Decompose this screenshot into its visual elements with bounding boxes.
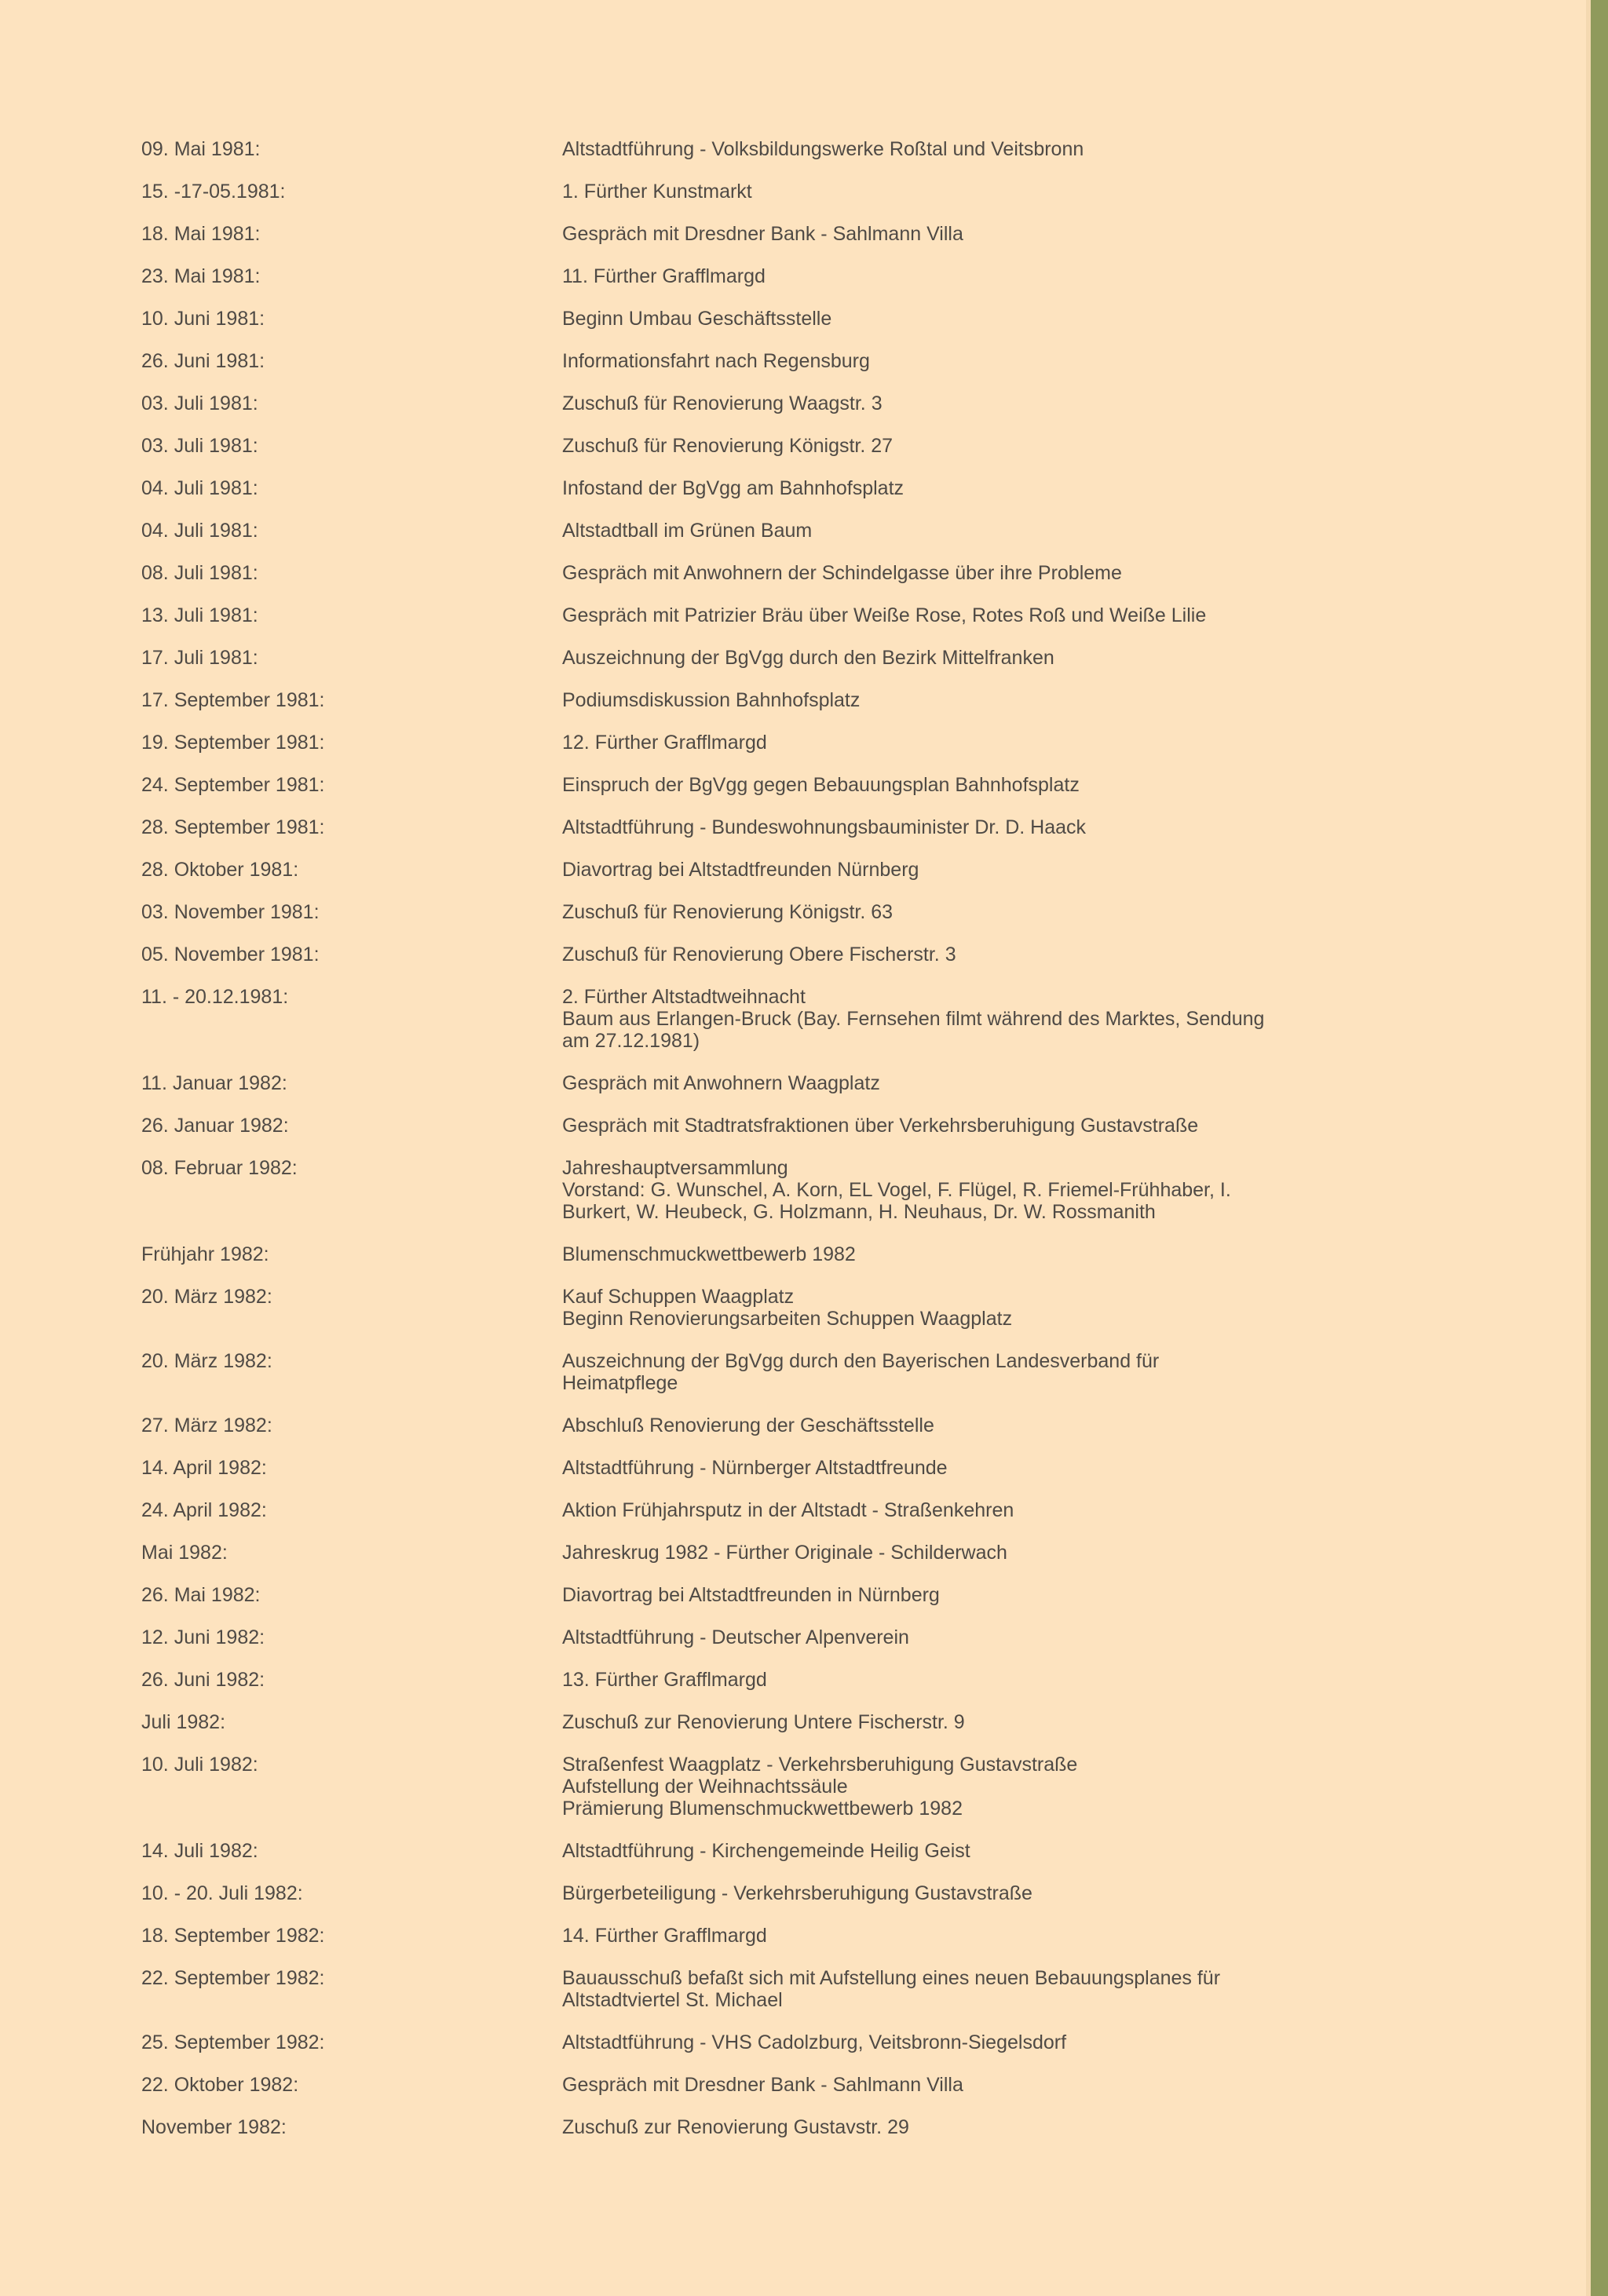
entry-date: 22. Oktober 1982: [141, 2074, 299, 2096]
entry-event-line: Gespräch mit Anwohnern Waagplatz [562, 1072, 880, 1094]
entry-event [562, 689, 1363, 711]
entry-event-line: Zuschuß zur Renovierung Untere Fischerstr. 9 [562, 1711, 965, 1733]
entry-event [562, 1350, 1363, 1394]
entry-event [562, 308, 1363, 330]
entry-event [562, 1925, 1363, 1947]
entry-event [562, 944, 1363, 965]
entry-event-line: Zuschuß für Renovierung Obere Fischerstr. 3 [562, 944, 956, 965]
entry-event [562, 1669, 1363, 1691]
entry-date: 13. Juli 1981: [141, 604, 258, 626]
entry-event [562, 774, 1363, 796]
entry-date: 04. Juli 1981: [141, 477, 258, 499]
entry-event [562, 477, 1363, 499]
chronology-entry [0, 816, 1591, 838]
chronology-entry [0, 223, 1591, 245]
chronology-list [0, 138, 1591, 2138]
entry-date: 19. September 1981: [141, 732, 325, 754]
entry-event-line: 13. Fürther Grafflmargd [562, 1669, 767, 1691]
entry-event [562, 350, 1363, 372]
chronology-entry [0, 689, 1591, 711]
entry-event-line: Altstadtführung - Deutscher Alpenverein [562, 1626, 909, 1648]
entry-event [562, 1499, 1363, 1521]
chronology-entry [0, 1243, 1591, 1265]
entry-event-line: Heimatpflege [562, 1372, 678, 1394]
entry-date: 26. Mai 1982: [141, 1584, 261, 1606]
entry-event-line: Gespräch mit Anwohnern der Schindelgasse über ihre Probleme [562, 562, 1122, 584]
entry-event [562, 2116, 1363, 2138]
entry-event [562, 562, 1363, 584]
chronology-entry [0, 477, 1591, 499]
entry-event-line: Diavortrag bei Altstadtfreunden Nürnberg [562, 859, 919, 881]
entry-event-line: Abschluß Renovierung der Geschäftsstelle [562, 1414, 934, 1436]
entry-date: 18. September 1982: [141, 1925, 325, 1947]
chronology-entry [0, 2074, 1591, 2096]
entry-date: 24. April 1982: [141, 1499, 267, 1521]
entry-date: 10. Juni 1981: [141, 308, 265, 330]
chronology-entry [0, 901, 1591, 923]
entry-event-line: Burkert, W. Heubeck, G. Holzmann, H. Neuhaus, Dr. W. Rossmanith [562, 1201, 1156, 1223]
chronology-entry [0, 435, 1591, 457]
chronology-entry [0, 1286, 1591, 1330]
entry-event-line: Kauf Schuppen Waagplatz [562, 1286, 795, 1308]
chronology-entry [0, 732, 1591, 754]
entry-event [562, 1072, 1363, 1094]
entry-event [562, 1157, 1363, 1223]
chronology-entry [0, 1499, 1591, 1521]
entry-event-line: Beginn Umbau Geschäftsstelle [562, 308, 832, 330]
entry-event [562, 1882, 1363, 1904]
chronology-entry [0, 1457, 1591, 1479]
entry-event-line: Gespräch mit Stadtratsfraktionen über Verkehrsberuhigung Gustavstraße [562, 1115, 1199, 1137]
chronology-entry [0, 1882, 1591, 1904]
entry-date: 20. März 1982: [141, 1350, 272, 1372]
entry-event-line: Podiumsdiskussion Bahnhofsplatz [562, 689, 861, 711]
entry-event-line: Zuschuß zur Renovierung Gustavstr. 29 [562, 2116, 909, 2138]
chronology-entry [0, 181, 1591, 203]
entry-date: 08. Juli 1981: [141, 562, 258, 584]
entry-event-line: 11. Fürther Grafflmargd [562, 265, 766, 287]
entry-event [562, 1626, 1363, 1648]
entry-event-line: Altstadtviertel St. Michael [562, 1989, 783, 2011]
entry-event-line: Infostand der BgVgg am Bahnhofsplatz [562, 477, 904, 499]
entry-event [562, 1967, 1363, 2011]
entry-event [562, 265, 1363, 287]
chronology-entry [0, 1584, 1591, 1606]
entry-event [562, 1584, 1363, 1606]
entry-event-line: Aktion Frühjahrsputz in der Altstadt - Straßenkehren [562, 1499, 1014, 1521]
chronology-entry [0, 350, 1591, 372]
entry-date: 18. Mai 1981: [141, 223, 261, 245]
entry-date: 26. Januar 1982: [141, 1115, 289, 1137]
entry-date: 03. Juli 1981: [141, 435, 258, 457]
entry-date: 25. September 1982: [141, 2031, 325, 2053]
chronology-entry [0, 265, 1591, 287]
entry-event-line: Beginn Renovierungsarbeiten Schuppen Waagplatz [562, 1308, 1013, 1330]
entry-event-line: Straßenfest Waagplatz - Verkehrsberuhigung Gustavstraße [562, 1754, 1078, 1776]
entry-date: Frühjahr 1982: [141, 1243, 269, 1265]
chronology-entry [0, 1840, 1591, 1862]
entry-event-line: Baum aus Erlangen-Bruck (Bay. Fernsehen filmt während des Marktes, Sendung [562, 1008, 1265, 1030]
entry-date: 23. Mai 1981: [141, 265, 261, 287]
entry-event-line: Bürgerbeteiligung - Verkehrsberuhigung Gustavstraße [562, 1882, 1032, 1904]
chronology-entry [0, 392, 1591, 414]
entry-date: 26. Juni 1982: [141, 1669, 265, 1691]
entry-event-line: am 27.12.1981) [562, 1030, 700, 1052]
entry-event-line: 12. Fürther Grafflmargd [562, 732, 767, 754]
entry-date: 10. - 20. Juli 1982: [141, 1882, 303, 1904]
entry-event [562, 1286, 1363, 1330]
chronology-entry [0, 2116, 1591, 2138]
entry-date: 14. April 1982: [141, 1457, 267, 1479]
entry-date: 11. - 20.12.1981: [141, 986, 289, 1008]
entry-date: 28. September 1981: [141, 816, 325, 838]
chronology-entry [0, 1626, 1591, 1648]
entry-event-line: Prämierung Blumenschmuckwettbewerb 1982 [562, 1798, 963, 1820]
entry-event [562, 2031, 1363, 2053]
entry-date: 11. Januar 1982: [141, 1072, 287, 1094]
entry-event-line: Altstadtball im Grünen Baum [562, 520, 813, 542]
chronology-entry [0, 1967, 1591, 2011]
entry-event [562, 816, 1363, 838]
entry-event-line: Jahreskrug 1982 - Fürther Originale - Schilderwach [562, 1542, 1007, 1564]
entry-date: 28. Oktober 1981: [141, 859, 299, 881]
entry-event-line: Informationsfahrt nach Regensburg [562, 350, 870, 372]
entry-event-line: Auszeichnung der BgVgg durch den Bayerischen Landesverband für [562, 1350, 1160, 1372]
chronology-entry [0, 562, 1591, 584]
entry-date: Mai 1982: [141, 1542, 228, 1564]
entry-event [562, 901, 1363, 923]
entry-date: 15. -17-05.1981: [141, 181, 286, 203]
entry-event [562, 1542, 1363, 1564]
entry-event-line: 1. Fürther Kunstmarkt [562, 181, 752, 203]
entry-event [562, 392, 1363, 414]
chronology-entry [0, 1542, 1591, 1564]
entry-date: 05. November 1981: [141, 944, 320, 965]
entry-date: Juli 1982: [141, 1711, 226, 1733]
entry-date: 08. Februar 1982: [141, 1157, 298, 1179]
entry-event-line: Gespräch mit Patrizier Bräu über Weiße Rose, Rotes Roß und Weiße Lilie [562, 604, 1207, 626]
chronology-entry [0, 647, 1591, 669]
entry-event [562, 2074, 1363, 2096]
entry-date: 09. Mai 1981: [141, 138, 261, 160]
chronology-entry [0, 604, 1591, 626]
entry-event [562, 859, 1363, 881]
chronology-entry [0, 520, 1591, 542]
chronology-entry [0, 308, 1591, 330]
entry-date: 27. März 1982: [141, 1414, 272, 1436]
entry-date: 26. Juni 1981: [141, 350, 265, 372]
chronology-entry [0, 1925, 1591, 1947]
entry-event-line: Einspruch der BgVgg gegen Bebauungsplan Bahnhofsplatz [562, 774, 1080, 796]
entry-event-line: Gespräch mit Dresdner Bank - Sahlmann Villa [562, 223, 963, 245]
entry-event-line: Altstadtführung - Kirchengemeinde Heilig Geist [562, 1840, 970, 1862]
entry-event-line: 2. Fürther Altstadtweihnacht [562, 986, 806, 1008]
entry-event-line: Blumenschmuckwettbewerb 1982 [562, 1243, 856, 1265]
entry-event [562, 1457, 1363, 1479]
entry-date: 24. September 1981: [141, 774, 325, 796]
entry-event-line: Bauausschuß befaßt sich mit Aufstellung eines neuen Bebauungsplanes für [562, 1967, 1221, 1989]
entry-event [562, 732, 1363, 754]
entry-event-line: Zuschuß für Renovierung Waagstr. 3 [562, 392, 883, 414]
entry-event-line: Auszeichnung der BgVgg durch den Bezirk Mittelfranken [562, 647, 1054, 669]
entry-event-line: Diavortrag bei Altstadtfreunden in Nürnberg [562, 1584, 940, 1606]
entry-date: November 1982: [141, 2116, 287, 2138]
entry-event [562, 647, 1363, 669]
entry-event [562, 181, 1363, 203]
entry-event [562, 435, 1363, 457]
chronology-entry [0, 138, 1591, 160]
entry-event-line: Altstadtführung - Nürnberger Altstadtfreunde [562, 1457, 948, 1479]
entry-event-line: Altstadtführung - Volksbildungswerke Roßtal und Veitsbronn [562, 138, 1084, 160]
entry-event-line: Gespräch mit Dresdner Bank - Sahlmann Villa [562, 2074, 963, 2096]
entry-event [562, 223, 1363, 245]
entry-event [562, 520, 1363, 542]
chronology-entry [0, 986, 1591, 1052]
entry-date: 17. September 1981: [141, 689, 325, 711]
chronology-entry [0, 1669, 1591, 1691]
entry-event [562, 604, 1363, 626]
chronology-entry [0, 944, 1591, 965]
chronology-entry [0, 1350, 1591, 1394]
entry-event [562, 1414, 1363, 1436]
entry-date: 14. Juli 1982: [141, 1840, 258, 1862]
chronology-entry [0, 1754, 1591, 1820]
entry-event-line: Zuschuß für Renovierung Königstr. 63 [562, 901, 894, 923]
entry-date: 17. Juli 1981: [141, 647, 258, 669]
entry-date: 03. November 1981: [141, 901, 320, 923]
entry-event [562, 1754, 1363, 1820]
entry-event-line: Vorstand: G. Wunschel, A. Korn, EL Vogel, F. Flügel, R. Friemel-Frühhaber, I. [562, 1179, 1231, 1201]
chronology-entry [0, 859, 1591, 881]
entry-event [562, 1840, 1363, 1862]
chronology-entry [0, 1414, 1591, 1436]
entry-event [562, 138, 1363, 160]
entry-event-line: Jahreshauptversammlung [562, 1157, 788, 1179]
entry-event-line: 14. Fürther Grafflmargd [562, 1925, 767, 1947]
entry-event-line: Altstadtführung - VHS Cadolzburg, Veitsbronn-Siegelsdorf [562, 2031, 1067, 2053]
chronology-entry [0, 1711, 1591, 1733]
entry-date: 20. März 1982: [141, 1286, 272, 1308]
entry-event [562, 1711, 1363, 1733]
entry-date: 22. September 1982: [141, 1967, 325, 1989]
chronology-entry [0, 2031, 1591, 2053]
chronology-entry [0, 1115, 1591, 1137]
chronology-entry [0, 1157, 1591, 1223]
entry-event-line: Aufstellung der Weihnachtssäule [562, 1776, 848, 1798]
entry-date: 04. Juli 1981: [141, 520, 258, 542]
entry-event [562, 1115, 1363, 1137]
entry-date: 12. Juni 1982: [141, 1626, 265, 1648]
entry-event [562, 986, 1363, 1052]
entry-event [562, 1243, 1363, 1265]
entry-event-line: Zuschuß für Renovierung Königstr. 27 [562, 435, 894, 457]
entry-date: 03. Juli 1981: [141, 392, 258, 414]
entry-date: 10. Juli 1982: [141, 1754, 258, 1776]
chronology-entry [0, 774, 1591, 796]
entry-event-line: Altstadtführung - Bundeswohnungsbauminister Dr. D. Haack [562, 816, 1087, 838]
chronology-entry [0, 1072, 1591, 1094]
